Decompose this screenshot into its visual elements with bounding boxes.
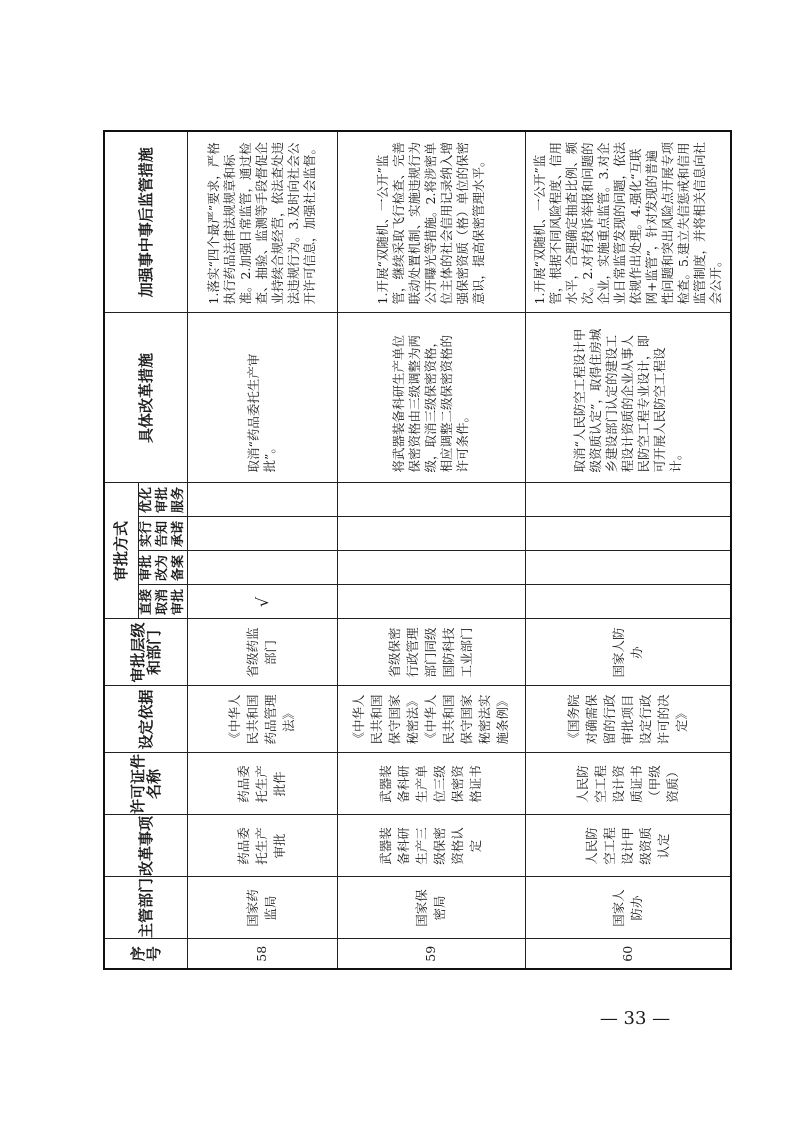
header-mode: 审批方式	[104, 483, 138, 619]
cell-dept: 国家人防办	[525, 877, 731, 939]
cell-record	[337, 551, 525, 585]
cell-item: 人民防空工程设计甲级资质认定	[525, 815, 731, 877]
cell-record	[187, 551, 337, 585]
rotated-table-frame	[103, 132, 723, 970]
table-row	[187, 131, 337, 969]
header-seq: 序号	[104, 939, 187, 969]
header-mode-cancel: 直接取消审批	[138, 585, 187, 619]
cell-commit	[187, 517, 337, 551]
cell-basis: 《中华人民共和国保守国家秘密法》《中华人民共和国保守国家秘密法实施条例》	[337, 686, 525, 753]
cell-seq: 58	[187, 939, 337, 969]
cell-cert: 武器装备科研生产单位三级保密资格证书	[337, 753, 525, 815]
header-basis: 设定依据	[104, 686, 187, 753]
cell-cert: 人民防空工程设计资质证书（甲级资质）	[525, 753, 731, 815]
cell-record	[525, 551, 731, 585]
cell-measures: 取消“药品委托生产审批”。	[187, 313, 337, 483]
header-mode-record: 审批改为备案	[138, 551, 187, 585]
cell-dept: 国家保密局	[337, 877, 525, 939]
cell-basis: 《中华人民共和国药品管理法》	[187, 686, 337, 753]
cell-commit	[525, 517, 731, 551]
cell-optimize	[187, 483, 337, 517]
header-row-1	[104, 131, 138, 969]
cell-level: 省级药监部门	[187, 619, 337, 686]
cell-supervision: 1.落实“四个最严”要求，严格执行药品法律法规规章和标准。2.加强日常监管，通过检查、抽验、监测等手段督促企业持续合规经营，依法查处违法违规行为。3.及时向社会公开许可信息，加强社会监督。	[187, 131, 337, 313]
header-level: 审批层级和部门	[104, 619, 187, 686]
cell-optimize	[525, 483, 731, 517]
header-measures: 具体改革措施	[104, 313, 187, 483]
cell-measures: 取消“人民防空工程设计甲级资质认定”，取得住房城乡建设部门认定的建设工程设计资质的企业从事人民防空工程专业设计，即可开展人民防空工程设计。	[525, 313, 731, 483]
cell-seq: 59	[337, 939, 525, 969]
cell-optimize	[337, 483, 525, 517]
cell-item: 武器装备科研生产三级保密资格认定	[337, 815, 525, 877]
header-mode-optimize: 优化审批服务	[138, 483, 187, 517]
table-container	[103, 132, 723, 970]
cell-item: 药品委托生产审批	[187, 815, 337, 877]
header-item: 改革事项	[104, 815, 187, 877]
header-mode-commit: 实行告知承诺	[138, 517, 187, 551]
cell-dept: 国家药监局	[187, 877, 337, 939]
cell-cert: 药品委托生产批件	[187, 753, 337, 815]
header-cert: 许可证件名称	[104, 753, 187, 815]
cell-seq: 60	[525, 939, 731, 969]
page-number: — 33 —	[599, 1008, 671, 1029]
cell-basis: 《国务院对确需保留的行政审批项目设定行政许可的决定》	[525, 686, 731, 753]
cell-measures: 将武器装备科研生产单位保密资格由三级调整为两级，取消三级保密资格，相应调整二级保密资格的许可条件。	[337, 313, 525, 483]
cell-level: 国家人防办	[525, 619, 731, 686]
cell-cancel-check	[337, 585, 525, 619]
table-row	[525, 131, 731, 969]
cell-cancel-check	[525, 585, 731, 619]
cell-commit	[337, 517, 525, 551]
cell-level: 省级保密行政管理部门同级国防科技工业部门	[337, 619, 525, 686]
header-supervision: 加强事中事后监管措施	[104, 131, 187, 313]
cell-cancel-check: √	[187, 585, 337, 619]
cell-supervision: 1.开展“双随机、一公开”监管，继续采取飞行检查、完善联动处置机制、实施违规行为公开曝光等措施。2.将涉密单位主体的社会信用记录纳入增强保密资质（格）单位的保密意识，提高保密管理水平。	[337, 131, 525, 313]
header-dept: 主管部门	[104, 877, 187, 939]
reform-table	[103, 130, 732, 970]
table-row	[337, 131, 525, 969]
cell-supervision: 1.开展“双随机、一公开”监管，根据不同风险程度、信用水平，合理确定抽查比例、频次。2.对有投诉举报和问题的企业，实施重点监管。3.对企业日常监管发现的问题，依法依规作出处理。4.强化“互联网+监管”，针对发现的普遍性问题和突出风险点开展专项检查。5.建立失信惩戒和信用监管制度，并将相关信息向社会公开。	[525, 131, 731, 313]
